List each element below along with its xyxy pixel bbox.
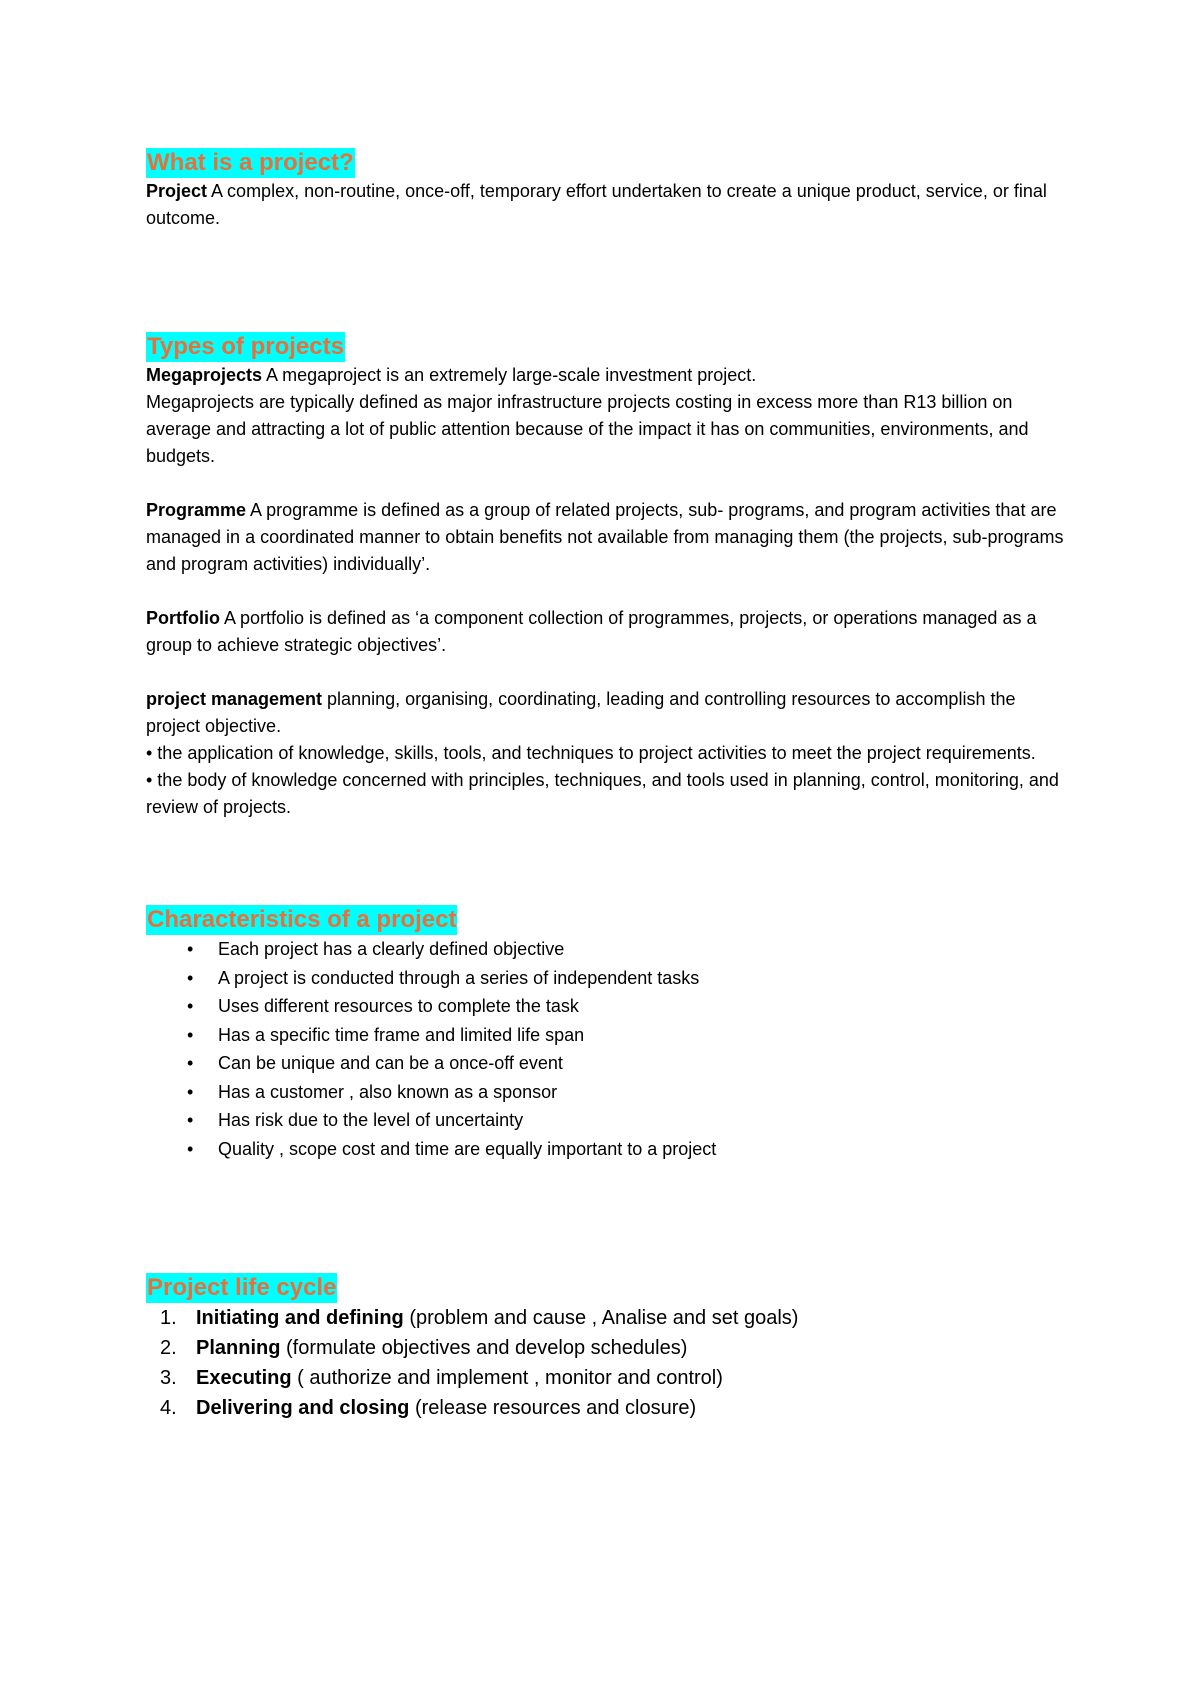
bullet-icon: •	[187, 1081, 194, 1102]
step-number: 2.	[160, 1337, 177, 1359]
term-project-management: project management	[146, 689, 323, 709]
step-number: 4.	[160, 1397, 177, 1419]
bullet-icon: •	[187, 1024, 194, 1045]
list-item-text: Uses different resources to complete the task	[218, 996, 579, 1016]
step-text: (release resources and closure)	[409, 1397, 697, 1419]
list-item-text: Has risk due to the level of uncertainty	[218, 1110, 524, 1130]
list-item	[146, 992, 1066, 1021]
project-definition	[146, 178, 1066, 232]
section-what-is-a-project	[146, 148, 1066, 232]
megaprojects-text: A megaproject is an extremely large-scale investment project.	[262, 365, 757, 385]
step-term: Delivering and closing	[196, 1397, 410, 1419]
megaprojects-definition	[146, 362, 1066, 389]
list-item-text: Has a specific time frame and limited life span	[218, 1024, 585, 1045]
list-item	[146, 1303, 1066, 1333]
step-term: Executing	[196, 1367, 292, 1389]
portfolio-definition	[146, 605, 1066, 659]
megaprojects-description: Megaprojects are typically defined as major infrastructure projects costing in excess more than R13 billion on average and attracting a lot of public attention because of the impact it has on communities, environments, and budgets.	[146, 392, 1029, 466]
list-item-text: Can be unique and can be a once-off event	[218, 1053, 563, 1073]
step-number: 3.	[160, 1367, 177, 1389]
list-item	[146, 1393, 1066, 1423]
term-portfolio: Portfolio	[146, 608, 220, 628]
bullet-icon: •	[187, 1053, 194, 1073]
list-item	[146, 935, 1066, 964]
bullet-icon: •	[187, 996, 194, 1016]
list-item-text: Each project has a clearly defined objective	[218, 939, 565, 959]
document-page	[146, 148, 1066, 1423]
programme-text: A programme is defined as a group of related projects, sub- programs, and program activities that are managed in a coordinated manner to obtain benefits not available from managing them (the projects, sub-programs and program activities) individually’.	[146, 500, 1064, 574]
step-text: (formulate objectives and develop schedules)	[280, 1337, 688, 1359]
project-management-bullet-1: • the application of knowledge, skills, tools, and techniques to project activities to meet the project requirements.	[146, 743, 1036, 763]
list-item	[146, 964, 1066, 993]
heading-project-life-cycle: Project life cycle	[147, 1274, 337, 1301]
list-item	[146, 1021, 1066, 1050]
step-text: (problem and cause , Analise and set goals)	[403, 1307, 799, 1329]
list-item-text: Has a customer , also known as a sponsor	[218, 1081, 558, 1102]
list-item	[146, 1106, 1066, 1135]
term-megaprojects: Megaprojects	[146, 365, 263, 385]
section-types-of-projects	[146, 332, 1066, 821]
bullet-icon: •	[187, 967, 194, 988]
step-term: Planning	[196, 1337, 281, 1359]
list-item	[146, 1135, 1066, 1164]
bullet-icon: •	[187, 939, 194, 959]
section-characteristics	[146, 905, 1066, 1163]
step-text: ( authorize and implement , monitor and control)	[291, 1367, 723, 1389]
list-item	[146, 1333, 1066, 1363]
step-term: Initiating and defining	[196, 1307, 404, 1329]
heading-types-of-projects: Types of projects	[147, 333, 344, 360]
project-definition-text: A complex, non-routine, once-off, temporary effort undertaken to create a unique product, service, or final outcome.	[146, 181, 1047, 228]
list-item	[146, 1049, 1066, 1078]
step-number: 1.	[160, 1307, 177, 1329]
project-management-definition	[146, 686, 1066, 740]
list-item	[146, 1078, 1066, 1107]
list-item	[146, 1363, 1066, 1393]
term-programme: Programme	[146, 500, 247, 520]
bullet-icon: •	[187, 1138, 194, 1159]
heading-what-is-a-project: What is a project?	[147, 149, 354, 176]
list-item-text: Quality , scope cost and time are equally important to a project	[218, 1138, 717, 1159]
characteristics-list	[146, 935, 1066, 1163]
term-project: Project	[146, 181, 208, 201]
portfolio-text: A portfolio is defined as ‘a component collection of programmes, projects, or operations managed as a group to achieve strategic objectives’.	[146, 608, 1037, 655]
heading-characteristics: Characteristics of a project	[147, 906, 457, 933]
programme-definition	[146, 497, 1066, 578]
section-project-life-cycle	[146, 1273, 1066, 1423]
list-item-text: A project is conducted through a series of independent tasks	[218, 967, 700, 988]
life-cycle-list	[146, 1303, 1066, 1423]
project-management-text: planning, organising, coordinating, leading and controlling resources to accomplish the project objective.	[146, 689, 1016, 736]
bullet-icon: •	[187, 1110, 194, 1130]
project-management-bullet-2: • the body of knowledge concerned with principles, techniques, and tools used in planning, control, monitoring, and review of projects.	[146, 770, 1059, 817]
